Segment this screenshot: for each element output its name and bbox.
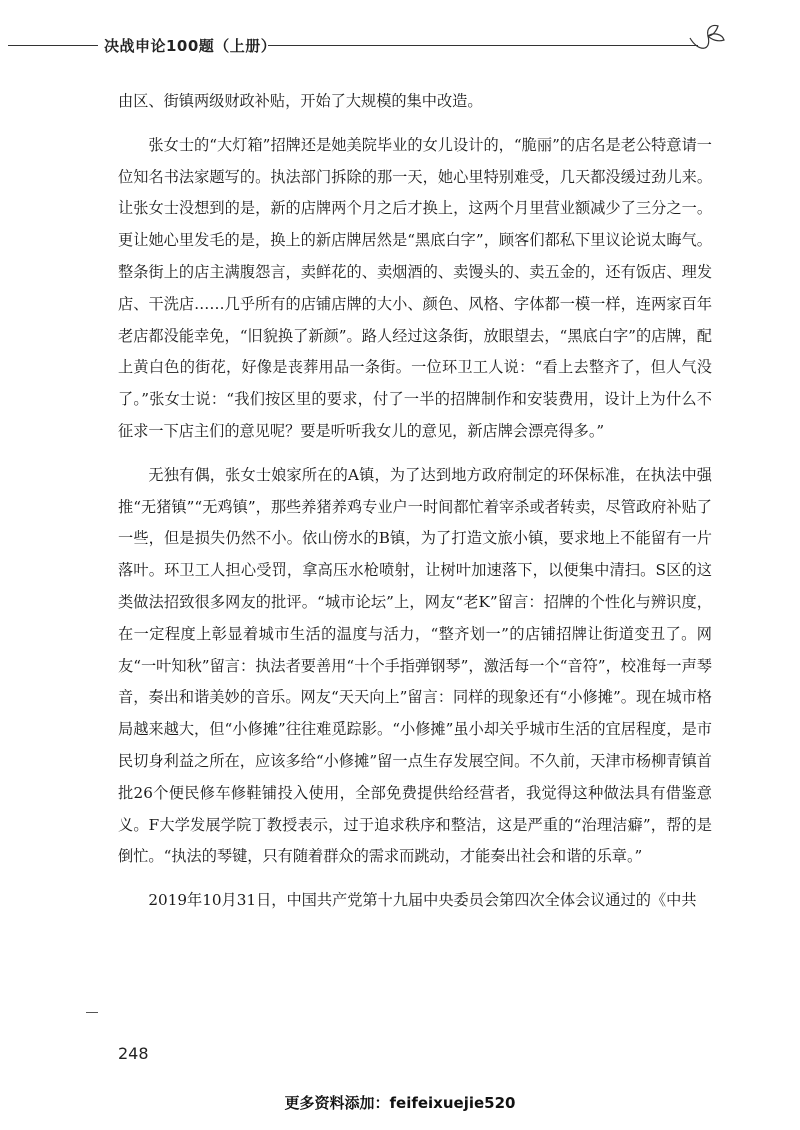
paragraph-plenary-session: 2019年10月31日，中国共产党第十九届中央委员会第四次全体会议通过的《中共 [148,891,697,910]
page-number: 248 [118,1044,149,1063]
paragraph-shop-sign: 张女士的“大灯箱”招牌还是她美院毕业的女儿设计的，“脆丽”的店名是老公特意请一位知名书法家题写的。执法部门拆除的那一天，她心里特别难受，几天都没缓过劲儿来。让张女士没想到的是，新的店牌两个月之后才换上，这两个月里营业额减少了三分之一。更让她心里发毛的是，换上的新店牌居然是“黑底白字”，顾客们都私下里议论说太晦气。整条街上的店主满腹怨言，卖鲜花的、卖烟酒的、卖馒头的、卖五金的，还有饭店、理发店、干洗店……几乎所有的店铺店牌的大小、颜色、风格、字体都一模一样，连两家百年老店都没能幸免，“旧貌换了新颜”。路人经过这条街，放眼望去，“黑底白字”的店牌，配上黄白色的街花，好像是丧葬用品一条街。一位环卫工人说：“看上去整齐了，但人气没了。”张女士说：“我们按区里的要求，付了一半的招牌制作和安装费用，设计上为什么不征求一下店主们的意见呢？要是听听我女儿的意见，新店牌会漂亮得多。” [118,135,712,440]
sprout-icon [686,22,726,54]
article-body [118,86,712,929]
paragraph-governance-cases: 无独有偶，张女士娘家所在的A镇，为了达到地方政府制定的环保标准，在执法中强推“无猪镇”“无鸡镇”，那些养猪养鸡专业户一时间都忙着宰杀或者转卖，尽管政府补贴了一些，但是损失仍然不小。依山傍水的B镇，为了打造文旅小镇，要求地上不能留有一片落叶。环卫工人担心受罚，拿高压水枪喷射，让树叶加速落下，以便集中清扫。S区的这类做法招致很多网友的批评。“城市论坛”上，网友“老K”留言：招牌的个性化与辨识度，在一定程度上彰显着城市生活的温度与活力，“整齐划一”的店铺招牌让街道变丑了。网友“一叶知秋”留言：执法者要善用“十个手指弹钢琴”，激活每一个“音符”，校准每一声琴音，奏出和谐美妙的音乐。网友“天天向上”留言：同样的现象还有“小修摊”。现在城市格局越来越大，但“小修摊”往往难觅踪影。“小修摊”虽小却关乎城市生活的宜居程度，是市民切身利益之所在，应该多给“小修摊”留一点生存发展空间。不久前，天津市杨柳青镇首批26个便民修车修鞋铺投入使用，全部免费提供给经营者，我觉得这种做法具有借鉴意义。F大学发展学院丁教授表示，过于追求秩序和整洁，这是严重的“治理洁癖”，帮的是倒忙。“执法的琴键，只有随着群众的需求而跳动，才能奏出社会和谐的乐章。” [118,465,712,866]
paragraph-continuation: 由区、街镇两级财政补贴，开始了大规模的集中改造。 [118,92,483,110]
header-rule-left [8,45,98,46]
margin-tick [86,1012,98,1013]
running-header-title: 决战申论100题（上册） [104,37,277,55]
footer-contact-note: 更多资料添加：feifeixuejie520 [284,1094,516,1112]
header-rule-right [268,45,698,46]
